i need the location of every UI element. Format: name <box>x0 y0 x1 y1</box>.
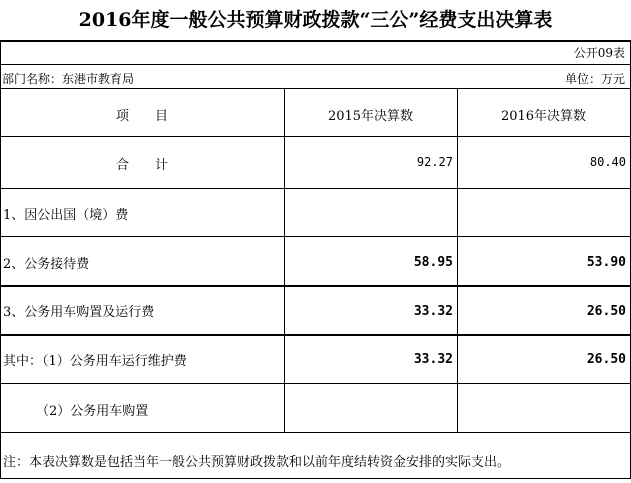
table-cell-2016: 26.50 <box>586 304 626 319</box>
row-3-border <box>0 334 631 336</box>
header-2015: 2015年决算数 <box>327 109 414 124</box>
row-total-border <box>0 188 631 189</box>
header-2016: 2016年决算数 <box>500 109 587 124</box>
table-row-label: 合 计 <box>115 158 168 173</box>
table-cell-2016: 53.90 <box>586 255 626 270</box>
table-code: 公开09表 <box>573 46 625 60</box>
department-name: 部门名称：东港市教育局 <box>2 72 135 86</box>
header-top-border <box>0 88 631 89</box>
title-bottom-border <box>0 40 631 42</box>
table-cell-2015: 92.27 <box>416 155 453 169</box>
table-row-label: （2）公务用车购置 <box>36 404 149 419</box>
table-cell-2016: 26.50 <box>586 352 626 367</box>
unit-label: 单位：万元 <box>564 72 625 86</box>
table-cell-2016: 80.40 <box>589 155 626 169</box>
footnote: 注：本表决算数是包括当年一般公共预算财政拨款和以前年度结转资金安排的实际支出。 <box>3 455 511 470</box>
row-1-border <box>0 236 631 237</box>
table-row-label: 其中：（1）公务用车运行维护费 <box>3 354 187 369</box>
table-cell-2015: 33.32 <box>413 352 453 367</box>
row-2-border <box>0 285 631 287</box>
table-row-label: 1、因公出国（境）费 <box>3 208 129 223</box>
row-4-border <box>0 383 631 384</box>
header-bottom-border <box>0 136 631 137</box>
table-cell-2015: 58.95 <box>413 255 453 270</box>
table-bottom-border <box>0 432 631 433</box>
table-row-label: 2、公务接待费 <box>3 257 90 272</box>
table-row-label: 3、公务用车购置及运行费 <box>3 305 155 320</box>
code-row-border <box>0 64 631 65</box>
page-title: 2016年度一般公共预算财政拨款“三公”经费支出决算表 <box>78 9 553 31</box>
table-cell-2015: 33.32 <box>413 304 453 319</box>
note-bottom-border <box>0 478 631 479</box>
header-item: 项 目 <box>115 109 168 124</box>
